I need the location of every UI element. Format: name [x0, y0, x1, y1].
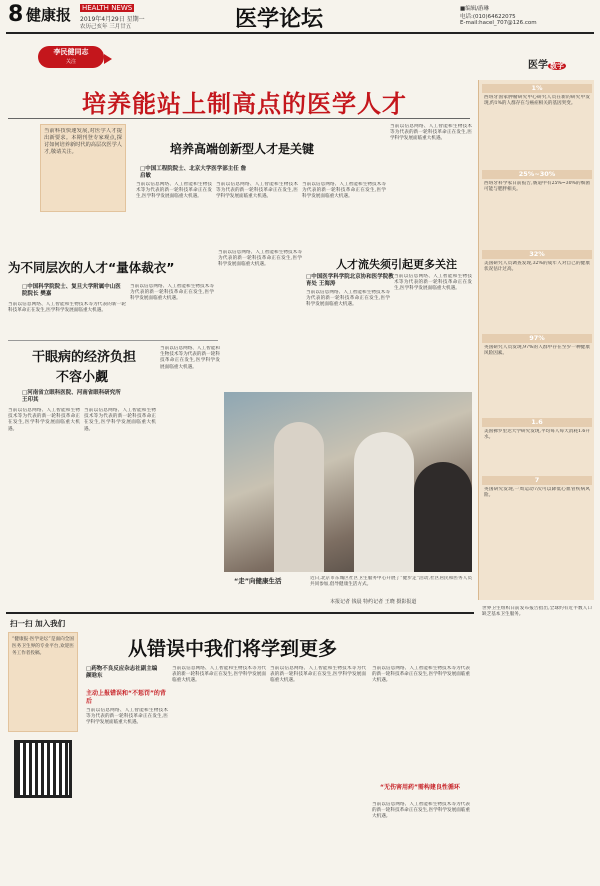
masthead-date: 2019年4月29日 星期一: [80, 16, 145, 23]
main-headline: 培养能站上制高点的医学人才: [82, 90, 407, 118]
sec3-title: 人才流失须引起更多关注: [336, 258, 457, 271]
bottom-headline: 从错误中我们将学到更多: [128, 638, 338, 660]
sec2-title: 为不同层次的人才“量体裁衣”: [8, 260, 175, 275]
sec4-col-3: 当前以信息网络、人工智能和生物技术等为代表的新一轮科技革命正在发生,医学科学发展面临重大机遇。: [160, 346, 220, 370]
sidebar-item-key: 1%: [482, 84, 592, 93]
photo-credit: 本报记者 钱晨 特约记者 王晓 摄影报道: [330, 599, 417, 605]
sidebar-item-text: 西班牙科学家日前报告,肠道中有25%~30%的细菌可能与肥胖相关。: [484, 181, 590, 193]
sec2-col-2: 当前以信息网络、人工智能和生物技术等为代表的新一轮科技革命正在发生,医学科学发展面临重大机遇。: [130, 284, 214, 302]
join-box: [8, 632, 78, 732]
bottom-col-4: 当前以信息网络、人工智能和生物技术等为代表的新一轮科技革命正在发生,医学科学发展面临重大机遇。: [372, 666, 470, 684]
masthead-health: [80, 4, 134, 12]
bottom-rule: [6, 612, 474, 614]
topic-badge-sub: 关注: [65, 59, 76, 65]
sec3-byline: □中国医学科学院北京协和医学院教育处 王海涛: [306, 274, 394, 287]
sidebar-item-text: 西班牙国家肿瘤研究中心研究人员在新的研究中发现,约1%的人群存在与癌症相关的基因突变。: [484, 95, 590, 107]
bottom-col-3: 当前以信息网络、人工智能和生物技术等为代表的新一轮科技革命正在发生,医学科学发展面临重大机遇。: [270, 666, 366, 684]
masthead-health-text: HEALTH: [82, 4, 109, 12]
main-col-1: 当前以信息网络、人工智能和生物技术等为代表的新一轮科技革命正在发生,医学科学发展面临重大机遇。: [136, 182, 212, 200]
side-logo-digit: 数字: [550, 62, 564, 70]
sec2-col-1: 当前以信息网络、人工智能和生物技术等为代表的新一轮科技革命正在发生,医学科学发展面临重大机遇。: [8, 302, 126, 314]
sec4-byline: □河南省立眼科医院、河南省眼科研究所 王印其: [22, 390, 121, 403]
headline-underline: [8, 118, 470, 119]
sidebar-item-key: 7: [482, 476, 592, 485]
sidebar-item-key: 25%~30%: [482, 170, 592, 179]
sec3-col-1: 当前以信息网络、人工智能和生物技术等为代表的新一轮科技革命正在发生,医学科学发展面临重大机遇。: [306, 290, 390, 308]
bottom-byline: □药物不良反应杂志社副主编 颜晗东: [86, 666, 158, 679]
side-logo-text: 医学: [528, 60, 548, 71]
sidebar-item-text: 美国佛罗里达大学研究发现,平均每人每天消耗1.6升水。: [484, 429, 590, 441]
sidebar-item-text: 英国研究人员发现,97%的人群中存在至少一种健康风险因素。: [484, 345, 590, 357]
phone-info: 电话:(010)64622075: [460, 14, 516, 20]
join-text: “健康报·医学论坛”是面向全国医务卫生界的专业平台,欢迎医务工作者投稿。: [12, 637, 74, 656]
sec2-rule: [8, 340, 218, 341]
sidebar-item-text: 英国研究发现,一周运动7次可以降低心血管疾病风险。: [484, 487, 590, 499]
feature-photo: [224, 392, 472, 572]
sec4-col-2: 当前以信息网络、人工智能和生物技术等为代表的新一轮科技革命正在发生,医学科学发展面临重大机遇。: [84, 408, 156, 432]
photo-figure-2: [354, 432, 414, 572]
sec2-byline: □中国科学院院士、复旦大学附属中山医院院长 樊嘉: [22, 284, 121, 297]
sec2-col-3: 当前以信息网络、人工智能和生物技术等为代表的新一轮科技革命正在发生,医学科学发展面临重大机遇。: [218, 250, 302, 268]
sec4-title-1: 干眼病的经济负担: [32, 350, 137, 365]
masthead-rule: [6, 32, 594, 34]
main-subhead: 培养高端创新型人才是关键: [170, 142, 315, 156]
masthead-news-text: NEWS: [111, 4, 133, 12]
page-number: 8: [8, 2, 24, 27]
sidebar-item-key: 97%: [482, 334, 592, 343]
sidebar-item-key: 1.6: [482, 418, 592, 427]
photo-figure-1: [274, 422, 324, 572]
section-title: 医学论坛: [235, 7, 324, 32]
email-info: E-mail:hacel_707@126.com: [460, 20, 537, 26]
sidebar-item-text: 美国研究人员调查发现,32%的成年人对自己的健康状况估计过高。: [484, 261, 590, 273]
masthead-edition: 农历己亥年 三月廿五: [80, 24, 132, 30]
qr-code[interactable]: [14, 740, 72, 798]
badge-arrow: [104, 54, 112, 64]
sec3-col-2: 当前以信息网络、人工智能和生物技术等为代表的新一轮科技革命正在发生,医学科学发展面临重大机遇。: [394, 274, 472, 292]
intro-box: [40, 124, 126, 212]
topic-badge: [38, 46, 104, 68]
masthead-logo: 健康报: [26, 6, 72, 24]
side-logo: [528, 56, 566, 71]
intro-text: 当前科技快速发展,对医学人才提出新要求。本期刊登专家观点,探讨如何培养新时代的高层次医学人才,敬请关注。: [44, 128, 122, 155]
bottom-col-5: 当前以信息网络、人工智能和生物技术等为代表的新一轮科技革命正在发生,医学科学发展面临重大机遇。: [372, 802, 470, 820]
main-byline: □中国工程院院士、北京大学医学部主任 詹启敏: [140, 166, 247, 179]
photo-figure-3: [414, 462, 472, 572]
sidebar-bottom-text: 世界卫生组织日前发布报告指出,全球约有近半数人口缺乏基本卫生服务。: [482, 606, 592, 618]
topic-badge-label: 李民健同志: [53, 48, 89, 56]
bottom-col-1: 当前以信息网络、人工智能和生物技术等为代表的新一轮科技革命正在发生,医学科学发展面临重大机遇。: [86, 708, 168, 726]
bottom-sub1: 主动上报错误和“不惩罚”的背后: [86, 690, 166, 705]
main-col-4: 当前以信息网络、人工智能和生物技术等为代表的新一轮科技革命正在发生,医学科学发展面临重大机遇。: [390, 124, 472, 142]
sec4-title-2: 不容小觑: [56, 370, 109, 385]
sidebar-item-key: 32%: [482, 250, 592, 259]
main-col-2: 当前以信息网络、人工智能和生物技术等为代表的新一轮科技革命正在发生,医学科学发展面临重大机遇。: [216, 182, 298, 200]
bottom-col-2: 当前以信息网络、人工智能和生物技术等为代表的新一轮科技革命正在发生,医学科学发展面临重大机遇。: [172, 666, 266, 684]
main-col-3: 当前以信息网络、人工智能和生物技术等为代表的新一轮科技革命正在发生,医学科学发展面临重大机遇。: [302, 182, 386, 200]
photo-caption-title: “走”向健康生活: [234, 577, 282, 585]
photo-caption: 近日,北京市东城区社区卫生服务中心开展了“健步走”活动,社区居民和医务人员共同参加,倡导健康生活方式。: [310, 576, 472, 588]
bottom-sub2: “无伤害用药”需构建良性循环: [380, 784, 460, 791]
join-title: 扫一扫 加入我们: [10, 619, 66, 628]
sec4-col-1: 当前以信息网络、人工智能和生物技术等为代表的新一轮科技革命正在发生,医学科学发展面临重大机遇。: [8, 408, 80, 432]
editor-info: ■编辑/游琳: [460, 6, 490, 12]
